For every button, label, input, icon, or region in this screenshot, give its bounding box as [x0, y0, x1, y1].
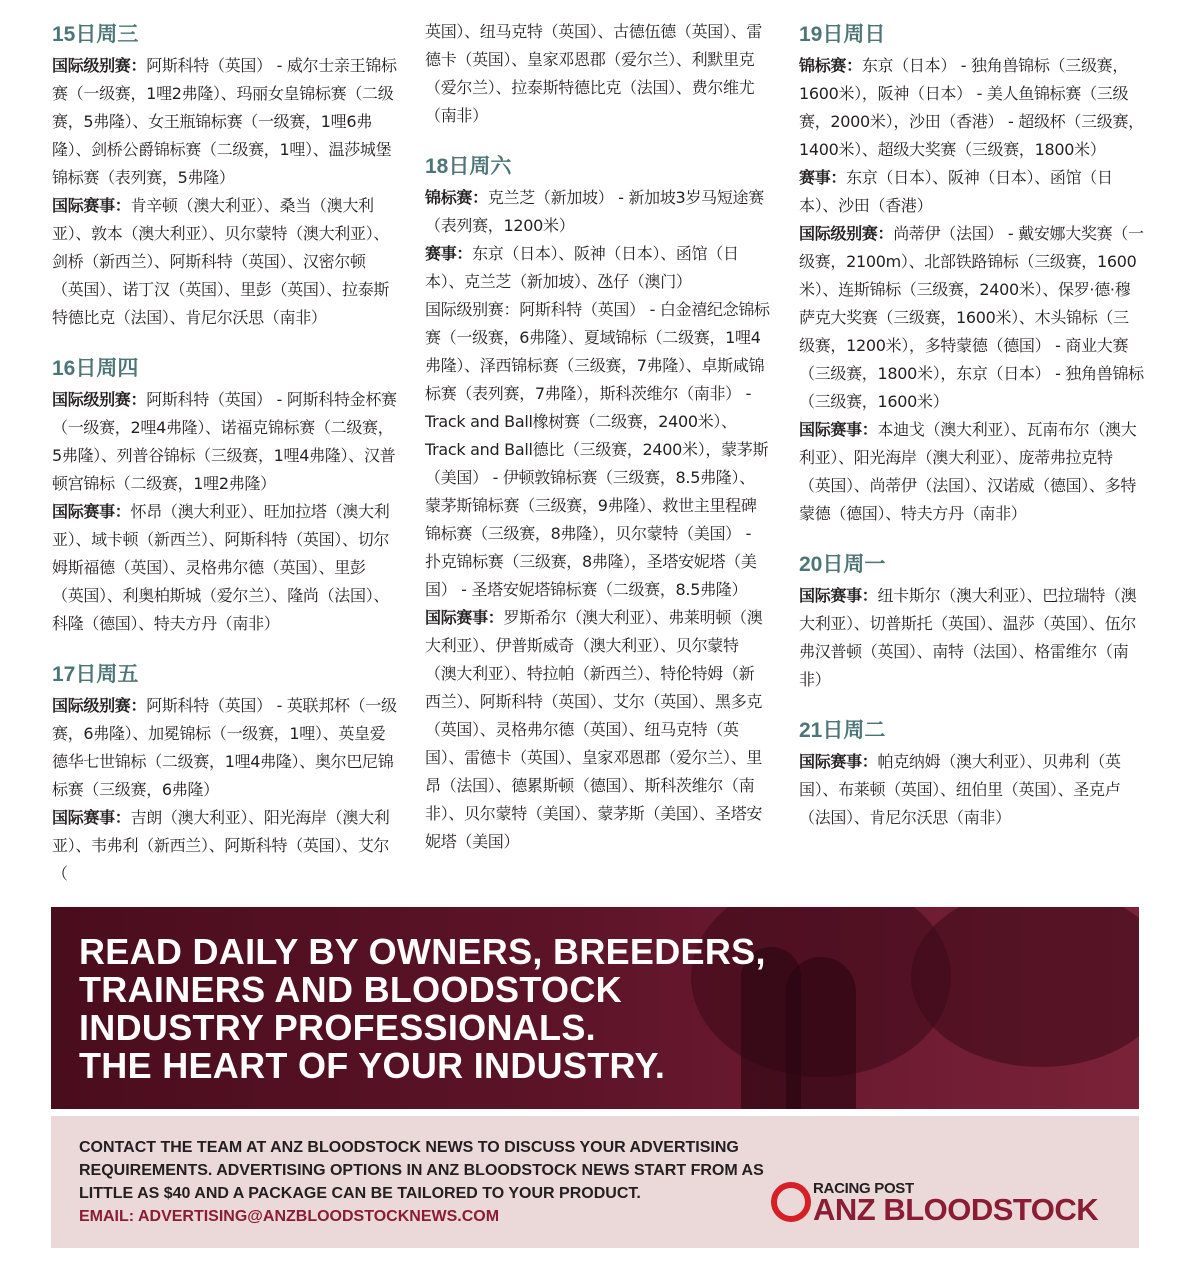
event-paragraph	[425, 296, 770, 604]
day-title: 15日周三	[52, 23, 139, 46]
day-section	[52, 18, 397, 332]
advertisement-banner	[51, 907, 1139, 1109]
event-paragraph	[799, 164, 1144, 220]
event-details: 英国）、纽马克特（英国）、古德伍德（英国）、雷德卡（英国）、皇家邓恩郡（爱尔兰）、利默里克（爱尔兰）、拉泰斯特德比克（法国）、费尔维尤（南非）	[425, 22, 763, 125]
event-paragraph	[799, 416, 1144, 528]
event-category-label: 锦标赛：	[425, 188, 488, 207]
banner-tree-shape	[911, 907, 1139, 1067]
event-details: 东京（日本） - 独角兽锦标（三级赛，1600米），阪神（日本） - 美人鱼锦标赛（三级赛，2000米），沙田（香港） - 超级杯（三级赛，1400米）、超级大奖赛（三级赛，1800米）	[799, 56, 1144, 159]
day-body	[425, 184, 770, 856]
event-category-label: 国际赛事：	[425, 608, 504, 627]
day-body	[799, 582, 1144, 694]
event-category-label: 国际级别赛：	[52, 390, 147, 409]
event-details: 阿斯科特（英国） - 阿斯科特金杯赛（一级赛，2哩4弗隆）、诺福克锦标赛（二级赛，5弗隆）、列普谷锦标（三级赛，1哩4弗隆）、汉普顿宫锦标（二级赛，1哩2弗隆）	[52, 390, 397, 493]
contact-text-block	[79, 1136, 779, 1228]
event-category-label: 国际赛事：	[799, 586, 878, 605]
day-body	[799, 52, 1144, 528]
event-details: 怀昂（澳大利亚）、旺加拉塔（澳大利亚）、域卡顿（新西兰）、阿斯科特（英国）、切尔姆斯福德（英国）、灵格弗尔德（英国）、里彭（英国）、利奥柏斯城（爱尔兰）、隆尚（法国）、科隆（德国）、特夫方丹（南非）	[52, 502, 390, 633]
contact-panel	[51, 1116, 1139, 1248]
event-paragraph	[425, 18, 770, 130]
day-section	[799, 548, 1144, 694]
event-details: 东京（日本）、阪神（日本）、函馆（日本）、沙田（香港）	[799, 168, 1113, 215]
event-paragraph	[52, 386, 397, 498]
anz-bloodstock-logo	[771, 1178, 1116, 1228]
event-details: 肯辛顿（澳大利亚）、桑当（澳大利亚）、敦本（澳大利亚）、贝尔蒙特（澳大利亚）、剑桥（新西兰）、阿斯科特（英国）、汉密尔顿（英国）、诺丁汉（英国）、里彭（英国）、拉泰斯特德比克（法国）、肯尼尔沃思（南非）	[52, 196, 390, 327]
racing-post-circle-icon	[771, 1182, 811, 1222]
day-body	[52, 52, 397, 332]
logo-top-text: RACING POST	[813, 1180, 914, 1197]
schedule-column-2	[425, 18, 770, 876]
day-section	[425, 150, 770, 856]
event-category-label: 赛事：	[425, 244, 473, 263]
event-paragraph	[52, 52, 397, 192]
event-paragraph	[425, 604, 770, 856]
event-paragraph	[52, 498, 397, 638]
event-details: 本迪戈（澳大利亚）、瓦南布尔（澳大利亚）、阳光海岸（澳大利亚）、庞蒂弗拉克特（英国）、尚蒂伊（法国）、汉诺威（德国）、多特蒙德（德国）、特夫方丹（南非）	[799, 420, 1137, 523]
event-category-label: 国际级别赛：	[52, 696, 147, 715]
event-details: 纽卡斯尔（澳大利亚）、巴拉瑞特（澳大利亚）、切普斯托（英国）、温莎（英国）、伍尔弗汉普顿（英国）、南特（法国）、格雷维尔（南非）	[799, 586, 1137, 689]
event-details: 阿斯科特（英国） - 英联邦杯（一级赛，6弗隆）、加冕锦标（一级赛，1哩）、英皇爱德华七世锦标（二级赛，1哩4弗隆）、奥尔巴尼锦标赛（三级赛，6弗隆）	[52, 696, 397, 799]
ad-headline	[79, 933, 839, 1085]
day-body	[52, 386, 397, 638]
schedule-column-3	[799, 18, 1144, 852]
logo-main-text: ANZ BLOODSTOCK	[813, 1192, 1099, 1227]
event-paragraph	[425, 184, 770, 240]
day-section	[799, 714, 1144, 832]
day-section	[425, 18, 770, 130]
event-details: 阿斯科特（英国） - 威尔士亲王锦标赛（一级赛，1哩2弗隆）、玛丽女皇锦标赛（二级赛，5弗隆）、女王瓶锦标赛（一级赛，1哩6弗隆）、剑桥公爵锦标赛（二级赛，1哩）、温莎城堡锦标赛（表列赛，5弗隆）	[52, 56, 397, 187]
day-title: 19日周日	[799, 23, 886, 46]
event-paragraph	[799, 52, 1144, 164]
event-paragraph	[52, 804, 397, 888]
event-details: 东京（日本）、阪神（日本）、函馆（日本）、克兰芝（新加坡）、氹仔（澳门）	[425, 244, 739, 291]
day-section	[52, 352, 397, 638]
day-body	[425, 18, 770, 130]
event-category-label: 赛事：	[799, 168, 847, 187]
event-category-label: 国际赛事：	[799, 752, 878, 771]
event-category-label: 国际赛事：	[52, 808, 131, 827]
event-paragraph	[52, 192, 397, 332]
event-details: 罗斯希尔（澳大利亚）、弗莱明顿（澳大利亚）、伊普斯威奇（澳大利亚）、贝尔蒙特（澳大利亚）、特拉帕（新西兰）、特伦特姆（新西兰）、阿斯科特（英国）、艾尔（英国）、黑多克（英国）、灵格弗尔德（英国）、纽马克特（英国）、雷德卡（英国）、皇家邓恩郡（爱尔兰）、里昂（法国）、德累斯顿（德国）、斯科茨维尔（南非）、贝尔蒙特（美国）、蒙茅斯（美国）、圣塔安妮塔（美国）	[425, 608, 763, 851]
day-body	[799, 748, 1144, 832]
ad-headline-line: THE HEART OF YOUR INDUSTRY.	[79, 1045, 666, 1086]
contact-description: CONTACT THE TEAM AT ANZ BLOODSTOCK NEWS TO DISCUSS YOUR ADVERTISING REQUIREMENTS. ADVERTISING OPTIONS IN ANZ BLOODSTOCK NEWS START FROM AS LITTLE AS $40 AND A PACKAGE CAN BE TAILORED TO YOUR PRODUCT.	[79, 1139, 764, 1202]
day-title: 18日周六	[425, 155, 512, 178]
ad-headline-line: INDUSTRY PROFESSIONALS.	[79, 1007, 596, 1048]
ad-headline-line: TRAINERS AND BLOODSTOCK	[79, 969, 622, 1010]
day-body	[52, 692, 397, 888]
day-title: 16日周四	[52, 357, 139, 380]
day-title: 17日周五	[52, 663, 139, 686]
event-category-label: 国际级别赛：	[52, 56, 147, 75]
day-title: 20日周一	[799, 553, 886, 576]
event-category-label: 锦标赛：	[799, 56, 862, 75]
event-paragraph	[425, 240, 770, 296]
event-details: 尚蒂伊（法国） - 戴安娜大奖赛（一级赛，2100m）、北部铁路锦标（三级赛，1600米）、连斯锦标（三级赛，2400米）、保罗·德·穆萨克大奖赛（三级赛，1600米）、木头锦标（三级赛，1200米），多特蒙德（德国） - 商业大赛（三级赛，1800米），东京（日本） - 独角兽锦标（三级赛，1600米）	[799, 224, 1144, 411]
event-category-label: 国际赛事：	[52, 196, 131, 215]
event-category-label: 国际级别赛：	[799, 224, 894, 243]
ad-headline-line: READ DAILY BY OWNERS, BREEDERS,	[79, 931, 766, 972]
event-paragraph	[799, 220, 1144, 416]
day-section	[799, 18, 1144, 528]
event-category-label: 国际赛事：	[52, 502, 131, 521]
day-section	[52, 658, 397, 888]
event-details: 吉朗（澳大利亚）、阳光海岸（澳大利亚）、韦弗利（新西兰）、阿斯科特（英国）、艾尔（	[52, 808, 390, 883]
event-paragraph	[799, 582, 1144, 694]
event-details: 帕克纳姆（澳大利亚）、贝弗利（英国）、布莱顿（英国）、纽伯里（英国）、圣克卢（法国）、肯尼尔沃思（南非）	[799, 752, 1121, 827]
event-paragraph	[52, 692, 397, 804]
event-paragraph	[799, 748, 1144, 832]
schedule-column-1	[52, 18, 397, 908]
contact-email-link[interactable]: EMAIL: ADVERTISING@ANZBLOODSTOCKNEWS.COM	[79, 1208, 500, 1225]
event-details: 国际级别赛：阿斯科特（英国） - 白金禧纪念锦标赛（一级赛，6弗隆）、夏域锦标（二级赛，1哩4弗隆）、泽西锦标赛（三级赛，7弗隆）、卓斯咸锦标赛（表列赛，7弗隆），斯科茨维尔（南非） - Track and Ball橡树赛（二级赛，2400米）、Track and Ball德比（三级赛，2400米），蒙茅斯（美国） - 伊顿敦锦标赛（三级赛，8.5弗隆）、蒙茅斯锦标赛（三级赛，9弗隆）、救世主里程碑锦标赛（三级赛，8弗隆），贝尔蒙特（美国） - 扑克锦标赛（三级赛，8弗隆），圣塔安妮塔（美国） - 圣塔安妮塔锦标赛（二级赛，8.5弗隆）	[425, 300, 770, 599]
event-category-label: 国际赛事：	[799, 420, 878, 439]
day-title: 21日周二	[799, 719, 886, 742]
event-details: 克兰芝（新加坡） - 新加坡3岁马短途赛（表列赛，1200米）	[425, 188, 764, 235]
